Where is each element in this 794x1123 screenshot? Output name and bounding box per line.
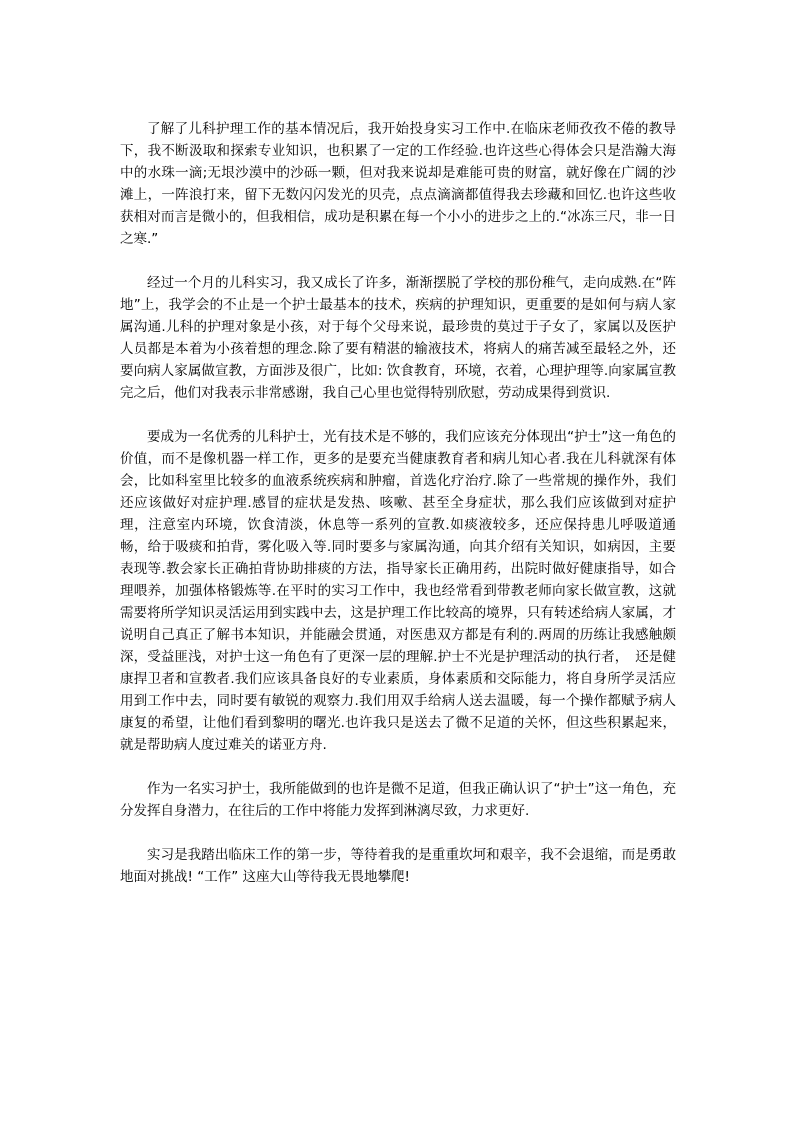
paragraph-4: 作为一名实习护士，我所能做到的也许是微不足道，但我正确认识了“护士”这一角色，充分发挥自身潜力，在往后的工作中将能力发挥到淋漓尽致，力求更好. (120, 781, 676, 819)
paragraph-5: 实习是我踏出临床工作的第一步，等待着我的是重重坎坷和艰辛，我不会退缩，而是勇敢地面对挑战! “工作” 这座大山等待我无畏地攀爬! (120, 847, 676, 885)
paragraph-1: 了解了儿科护理工作的基本情况后，我开始投身实习工作中.在临床老师孜孜不倦的教导下，我不断汲取和探索专业知识，也积累了一定的工作经验.也许这些心得体会只是浩瀚大海中的水珠一滴;无垠沙漠中的沙砾一颗，但对我来说却是难能可贵的财富，就好像在广阔的沙滩上，一阵浪打来，留下无数闪闪发光的贝壳，点点滴滴都值得我去珍藏和回忆.也许这些收获相对而言是微小的，但我相信，成功是积累在每一个小小的进步之上的.“冰冻三尺，非一日之寒.” (120, 121, 676, 247)
paragraph-3: 要成为一名优秀的儿科护士，光有技术是不够的，我们应该充分体现出“护士”这一角色的价值，而不是像机器一样工作，更多的是要充当健康教育者和病儿知心者.我在儿科就深有体会，比如科室里比较多的血液系统疾病和肿瘤，首选化疗治疗.除了一些常规的操作外，我们还应该做好对症护理.感冒的症状是发热、咳嗽、甚至全身症状，那么我们应该做到对症护理，注意室内环境，饮食清淡，休息等一系列的宣教.如痰液较多，还应保持患儿呼吸道通畅，给于吸痰和拍背，雾化吸入等.同时要多与家属沟通，向其介绍有关知识，如病因，主要表现等.教会家长正确拍背协助排痰的方法，指导家长正确用药，出院时做好健康指导，如合理喂养，加强体格锻炼等.在平时的实习工作中，我也经常看到带教老师向家长做宣教，这就需要将所学知识灵活运用到实践中去，这是护理工作比较高的境界，只有转述给病人家属，才说明自己真正了解书本知识，并能融会贯通，对医患双方都是有利的.两周的历练让我感触颇深，受益匪浅，对护士这一角色有了更深一层的理解.护士不光是护理活动的执行者， 还是健康捍卫者和宣教者.我们应该具备良好的专业素质，身体素质和交际能力，将自身所学灵活应用到工作中去，同时要有敏锐的观察力.我们用双手给病人送去温暖，每一个操作都赋予病人康复的希望，让他们看到黎明的曙光.也许我只是送去了微不足道的关怀，但这些积累起来，就是帮助病人度过难关的诺亚方舟. (120, 429, 676, 753)
paragraph-2: 经过一个月的儿科实习，我又成长了许多，渐渐摆脱了学校的那份稚气，走向成熟.在“阵地”上，我学会的不止是一个护士最基本的技术，疾病的护理知识，更重要的是如何与病人家属沟通.儿科的护理对象是小孩，对于每个父母来说，最珍贵的莫过于子女了，家属以及医护人员都是本着为小孩着想的理念.除了要有精湛的输液技术，将病人的痛苦减至最轻之外，还要向病人家属做宣教，方面涉及很广，比如: 饮食教育，环境，衣着，心理护理等.向家属宣教完之后，他们对我表示非常感谢，我自己心里也觉得特别欣慰，劳动成果得到赏识. (120, 275, 676, 401)
document-body (120, 118, 676, 910)
